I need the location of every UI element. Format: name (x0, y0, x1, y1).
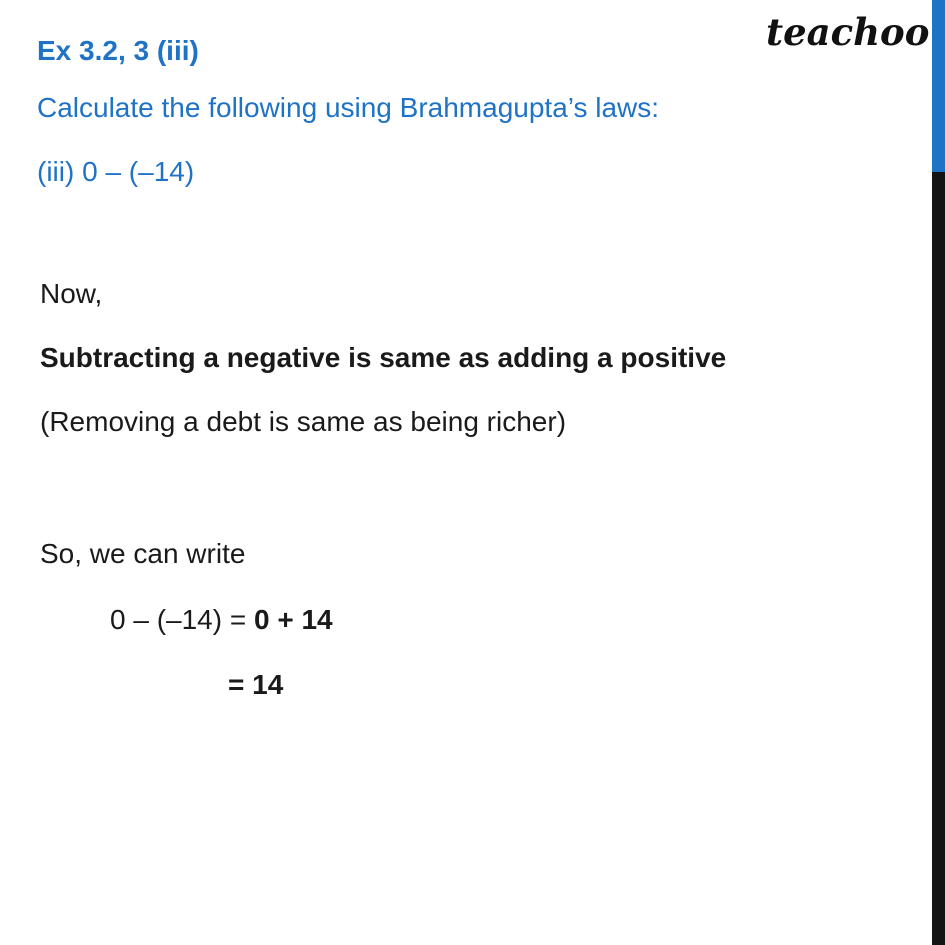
question-text: Calculate the following using Brahmagupta’s laws: (37, 92, 660, 123)
equation-step-1-lhs: 0 – (–14) = (110, 604, 254, 635)
now-text: Now, (40, 278, 103, 309)
explanation-text: (Removing a debt is same as being richer) (40, 406, 567, 437)
so-text: So, we can write (40, 538, 246, 569)
rule-text: Subtracting a negative is same as adding a positive (40, 342, 727, 373)
equation-step-1 (110, 606, 333, 634)
side-bar-accent (932, 0, 945, 172)
equation-step-1-rhs: 0 + 14 (253, 604, 333, 635)
equation-step-2: = 14 (228, 669, 284, 700)
exercise-label: Ex 3.2, 3 (iii) (37, 35, 199, 66)
teachoo-logo: teachoo (766, 10, 930, 54)
slide-side-bar (932, 0, 945, 945)
sub-question: (iii) 0 – (–14) (37, 156, 195, 187)
